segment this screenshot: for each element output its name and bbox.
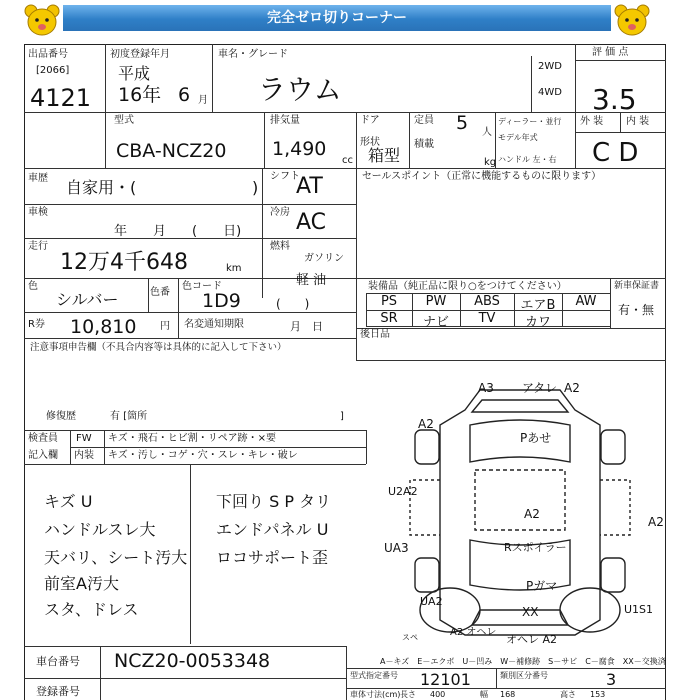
equip-cell: ナビ <box>422 315 449 330</box>
mascot-left-icon <box>22 2 62 38</box>
mascot-right-icon <box>612 2 652 38</box>
new-warranty-value: 有・無 <box>618 303 655 317</box>
equip-cell: PW <box>425 294 447 309</box>
model-year-label: モデル年式 <box>498 133 538 142</box>
color-value: シルバー <box>56 290 119 309</box>
equip-cell: PS <box>380 294 398 309</box>
class-value: 3 <box>606 670 617 689</box>
note-line: 下回り S P タリ <box>216 492 332 511</box>
car-damage-diagram <box>370 370 666 660</box>
len-value: 400 <box>430 690 446 699</box>
len-label: 長さ <box>400 690 416 699</box>
lot-label: 出品番号 <box>28 49 68 60</box>
damage-mark: スペ <box>402 633 418 642</box>
mileage-unit: km <box>226 263 242 274</box>
ext-int-value: C D <box>592 138 639 168</box>
equip-cell: カワ <box>524 315 551 330</box>
repair-close: ] <box>340 411 344 422</box>
new-warranty-label: 新車保証書 <box>614 281 660 291</box>
mileage-value: 12万4千648 <box>60 250 188 275</box>
damage-mark: アタレ <box>522 381 558 395</box>
displacement-label: 排気量 <box>270 115 300 126</box>
recycle-label: R券 <box>28 319 45 330</box>
damage-mark: A2 <box>418 417 434 431</box>
inspector-label-2: 記入欄 <box>28 450 58 461</box>
damage-mark: U1S1 <box>624 603 654 616</box>
damage-mark: Pあせ <box>520 431 552 445</box>
handle-label: ハンドル 左・右 <box>498 155 557 164</box>
recycle-value: 10,810 <box>70 316 137 338</box>
ac-value: AC <box>296 210 327 235</box>
int-inspect-label: 内装 <box>74 450 94 461</box>
first-reg-month-unit: 月 <box>198 95 208 106</box>
damage-mark: A2 <box>648 515 664 529</box>
int-label: 内 装 <box>626 116 650 127</box>
note-line: エンドパネル U <box>216 520 329 539</box>
first-reg-year: 16年 <box>118 84 162 106</box>
note-line: 前室A汚大 <box>44 574 119 593</box>
type-label: 型式 <box>114 115 134 126</box>
notes-title: 注意事項申告欄（不具合内容等は具体的に記入して下さい） <box>30 342 287 353</box>
equip-cell: エアB <box>520 298 556 313</box>
usage-value: 自家用・( <box>66 178 137 197</box>
repair-value: 有 [箇所 <box>110 411 148 422</box>
spec-label: 型式指定番号 <box>350 671 398 680</box>
rear-seat-label: 後日品 <box>360 329 390 340</box>
fw-label: FW <box>76 433 92 444</box>
fuel-diesel: 軽 油 <box>296 273 327 288</box>
capacity-unit: 人 <box>482 127 492 138</box>
damage-legend: A－キズ E－エクボ U－凹み W－補修跡 S－サビ C－腐食 XX－交換済 <box>380 657 666 666</box>
capacity-label: 定員 <box>414 115 434 126</box>
color-number-label: 色番 <box>150 287 170 298</box>
inspection-value: 年 月 ( 日) <box>114 224 242 239</box>
damage-mark: A2 <box>524 507 540 521</box>
reg-label: 登録番号 <box>36 685 80 698</box>
width-label: 幅 <box>480 690 488 699</box>
usage-label: 車歴 <box>28 173 48 184</box>
height-label: 高さ <box>560 690 576 699</box>
damage-mark: A2 オヘレ <box>450 627 497 638</box>
displacement-unit: cc <box>342 155 353 166</box>
sales-point-label: セールスポイント（正常に機能するものに限ります） <box>362 171 602 182</box>
damage-mark: UA2 <box>420 595 443 608</box>
name-change-label: 名変通知期限 <box>184 319 244 330</box>
chassis-label: 車台番号 <box>36 655 80 668</box>
fw-items: キズ・飛石・ヒビ割・リペア跡・×要 <box>108 433 276 444</box>
dims-label: 車体寸法(cm) <box>350 690 401 699</box>
int-inspect-items: キズ・汚し・コゲ・穴・スレ・キレ・破レ <box>108 450 298 461</box>
inspector-label-1: 検査員 <box>28 433 58 444</box>
ext-label: 外 装 <box>580 116 604 127</box>
damage-mark: A3 <box>478 381 494 395</box>
damage-mark: A2 <box>564 381 580 395</box>
displacement-value: 1,490 <box>272 138 327 160</box>
lot-sub: [2066] <box>36 65 70 76</box>
mileage-label: 走行 <box>28 241 48 252</box>
chassis-value: NCZ20-0053348 <box>114 650 271 672</box>
class-label: 類別区分番号 <box>500 671 548 680</box>
equipment-label: 装備品（純正品に限り○をつけてください） <box>368 281 567 292</box>
damage-mark: Pガマ <box>526 579 558 593</box>
equip-cell: ABS <box>474 294 500 309</box>
note-line: 天バリ、シート汚大 <box>44 548 188 567</box>
damage-mark: XX <box>522 605 539 619</box>
damage-mark: オヘレ A2 <box>506 633 558 646</box>
repair-label: 修復歴 <box>46 411 76 422</box>
fuel-gasoline: ガソリン <box>304 253 344 264</box>
note-line: スタ、ドレス <box>44 600 139 619</box>
height-value: 153 <box>590 690 606 699</box>
drive-2wd: 2WD <box>538 61 562 72</box>
fuel-label: 燃料 <box>270 241 290 252</box>
banner-title: 完全ゼロ切りコーナー <box>63 5 611 31</box>
type-value: CBA-NCZ20 <box>116 140 227 162</box>
model-label: 車名・グレード <box>218 49 288 60</box>
dealer-label: ディーラー・並行 <box>498 117 562 126</box>
load-label: 積載 <box>414 139 434 150</box>
shift-label: シフト <box>270 171 300 182</box>
ac-label: 冷房 <box>270 207 290 218</box>
grade-label: 評 価 点 <box>592 47 629 58</box>
equip-cell: TV <box>478 311 496 326</box>
shift-value: AT <box>296 174 323 199</box>
usage-close: ) <box>252 178 259 197</box>
inspection-label: 車検 <box>28 207 48 218</box>
equip-cell: AW <box>575 294 597 309</box>
door-label: ドア <box>360 115 380 126</box>
name-change-value: 月 日 <box>290 320 323 333</box>
damage-mark: U2A2 <box>388 485 418 498</box>
color-code-value: 1D9 <box>202 290 241 312</box>
first-reg-era: 平成 <box>118 64 151 83</box>
note-line: ハンドルスレ大 <box>44 520 156 539</box>
first-reg-month: 6 <box>178 84 191 106</box>
recycle-unit: 円 <box>160 321 170 332</box>
damage-mark: UA3 <box>384 541 409 555</box>
color-label: 色 <box>28 281 38 292</box>
shape-value: 箱型 <box>368 146 401 165</box>
equip-cell: SR <box>380 311 398 326</box>
model-name: ラウム <box>258 73 342 106</box>
lot-number: 4121 <box>30 84 92 112</box>
width-value: 168 <box>500 690 516 699</box>
spec-value: 12101 <box>420 670 471 689</box>
shape-label: 形状 <box>360 137 380 148</box>
fuel-paren: ( ) <box>276 297 310 311</box>
color-code-label: 色コード <box>182 281 222 292</box>
drive-4wd: 4WD <box>538 87 562 98</box>
damage-mark: Rスポイラー <box>504 541 567 554</box>
grade-score: 3.5 <box>592 83 637 116</box>
load-unit: kg <box>484 157 497 168</box>
note-line: ロコサポート歪 <box>216 548 329 567</box>
note-line: キズ U <box>44 492 93 511</box>
capacity-value: 5 <box>456 112 469 134</box>
first-reg-label: 初度登録年月 <box>110 49 170 60</box>
